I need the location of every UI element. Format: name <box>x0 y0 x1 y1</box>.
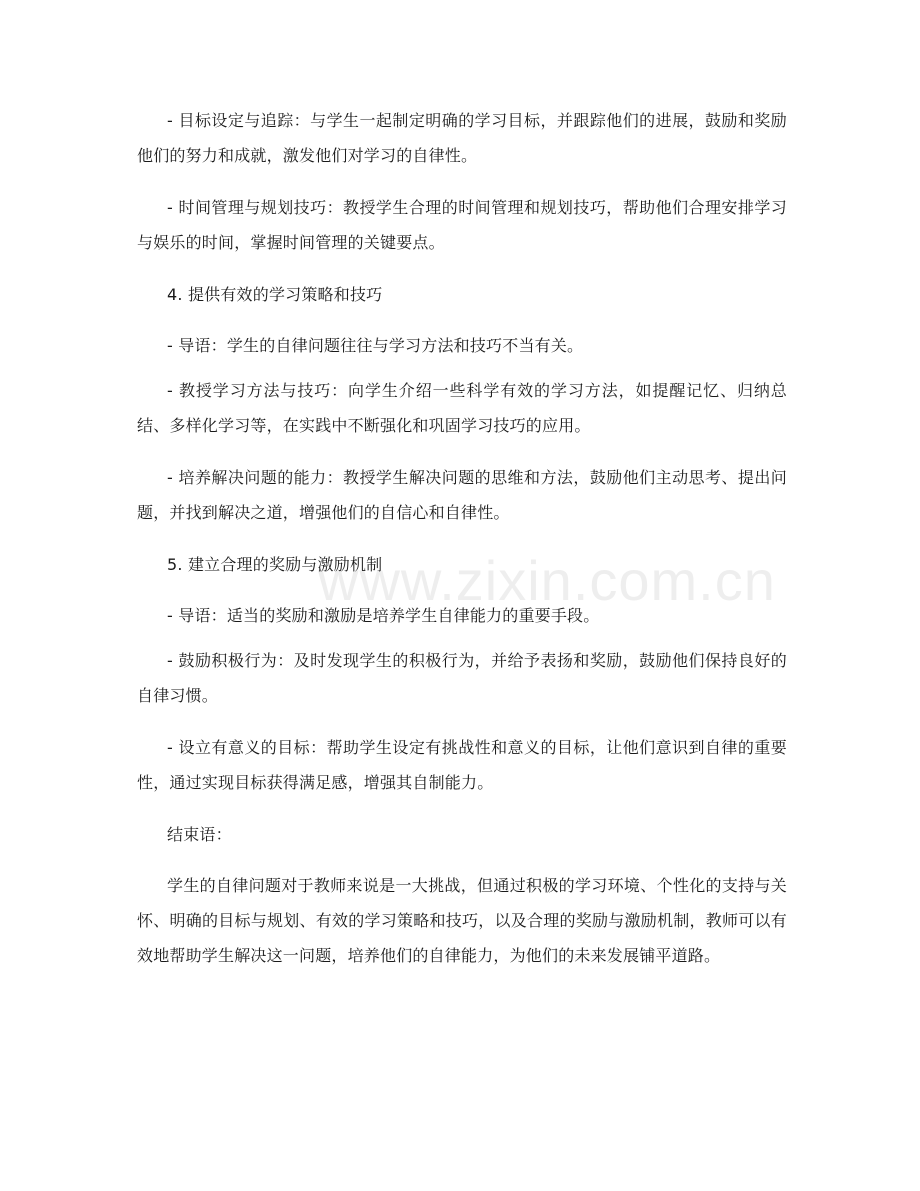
paragraph-encourage-behavior: - 鼓励积极行为：及时发现学生的积极行为，并给予表扬和奖励，鼓励他们保持良好的自律习惯。 <box>137 651 787 705</box>
paragraph-intro-4: - 导语：学生的自律问题往往与学习方法和技巧不当有关。 <box>167 336 584 355</box>
heading-section-5: 5. 建立合理的奖励与激励机制 <box>167 555 383 574</box>
paragraph-problem-solving: - 培养解决问题的能力：教授学生解决问题的思维和方法，鼓励他们主动思考、提出问题，并找到解决之道，增强他们的自信心和自律性。 <box>137 468 787 522</box>
paragraph-intro-5: - 导语：适当的奖励和激励是培养学生自律能力的重要手段。 <box>167 606 600 625</box>
paragraph-time-management: - 时间管理与规划技巧：教授学生合理的时间管理和规划技巧，帮助他们合理安排学习与娱乐的时间，掌握时间管理的关键要点。 <box>137 198 787 252</box>
paragraph-meaningful-goals: - 设立有意义的目标：帮助学生设定有挑战性和意义的目标，让他们意识到自律的重要性，通过实现目标获得满足感，增强其自制能力。 <box>137 738 787 792</box>
watermark: www.zixin.com.cn <box>318 549 776 612</box>
paragraph-goal-setting: - 目标设定与追踪：与学生一起制定明确的学习目标，并跟踪他们的进展，鼓励和奖励他们的努力和成就，激发他们对学习的自律性。 <box>137 111 787 165</box>
heading-conclusion: 结束语： <box>167 825 232 844</box>
paragraph-conclusion: 学生的自律问题对于教师来说是一大挑战，但通过积极的学习环境、个性化的支持与关怀、明确的目标与规划、有效的学习策略和技巧，以及合理的奖励与激励机制，教师可以有效地帮助学生解决这一问题，培养他们的自律能力，为他们的未来发展铺平道路。 <box>137 876 787 965</box>
paragraph-learning-methods: - 教授学习方法与技巧：向学生介绍一些科学有效的学习方法，如提醒记忆、归纳总结、多样化学习等，在实践中不断强化和巩固学习技巧的应用。 <box>137 381 787 435</box>
heading-section-4: 4. 提供有效的学习策略和技巧 <box>167 285 383 304</box>
